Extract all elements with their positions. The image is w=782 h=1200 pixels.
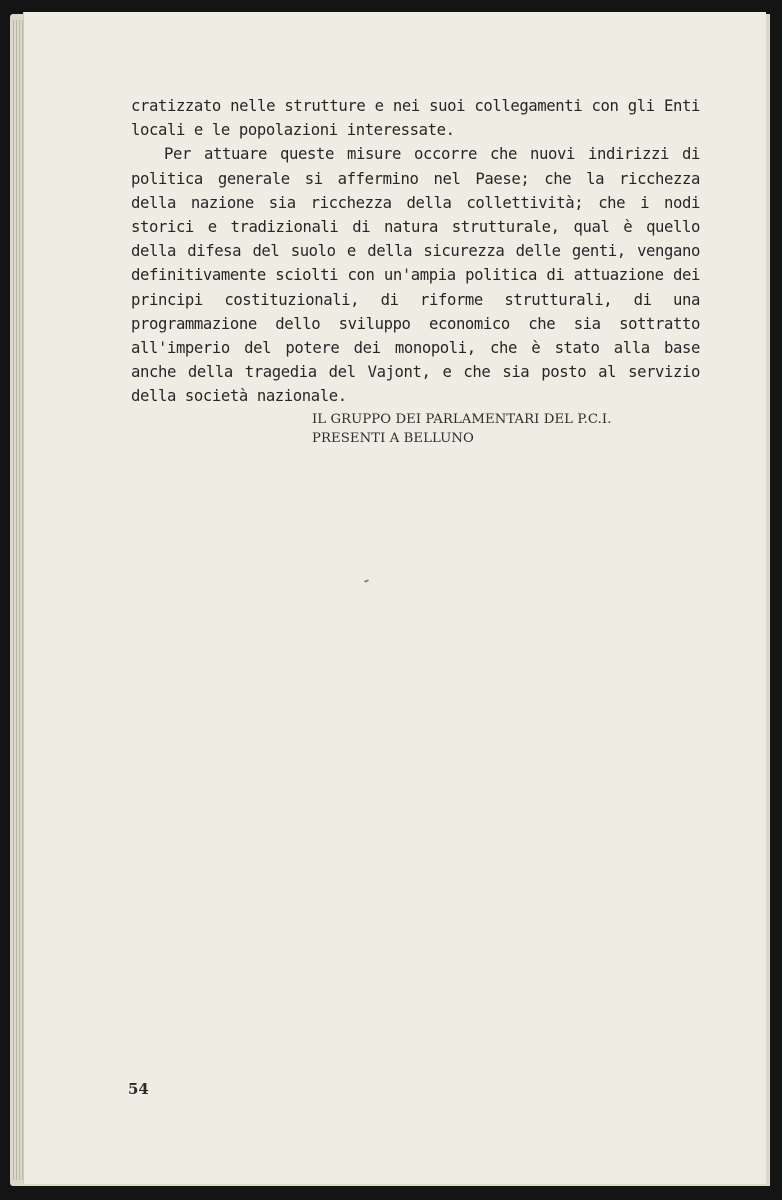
page-edge — [22, 20, 23, 1180]
page-edge — [16, 20, 17, 1180]
paper-speck — [364, 579, 369, 583]
paragraph-2: Per attuare queste misure occorre che nuovi indirizzi di politica generale si affermino nel Paese; che la ricchezza della nazione sia ricchezza della collettività; che i nodi storici e tradizionali di natura strutturale, qual è quello della difesa del suolo e della sicurezza delle genti, vengano definitivamente sciolti con un'ampia politica di attuazione dei principi costituzionali, di riforme strutturali, di una programmazione dello sviluppo economico che sia sottratto all'imperio del potere dei monopoli, che è stato alla base anche della tragedia del Vajont, e che sia posto al servizio della società nazionale. — [131, 145, 700, 406]
signature-line-2: PRESENTI A BELLUNO — [312, 431, 474, 446]
signature-line-1: IL GRUPPO DEI PARLAMENTARI DEL P.C.I. — [312, 412, 612, 427]
page-edge — [13, 20, 14, 1180]
signature-block — [312, 410, 612, 448]
book-page — [24, 12, 766, 1184]
page-edge — [19, 20, 20, 1180]
paragraph-1: cratizzato nelle strutture e nei suoi collegamenti con gli Enti locali e le popolazioni interessate. — [131, 97, 700, 140]
page-number: 54 — [128, 1080, 149, 1098]
body-text — [131, 94, 700, 409]
